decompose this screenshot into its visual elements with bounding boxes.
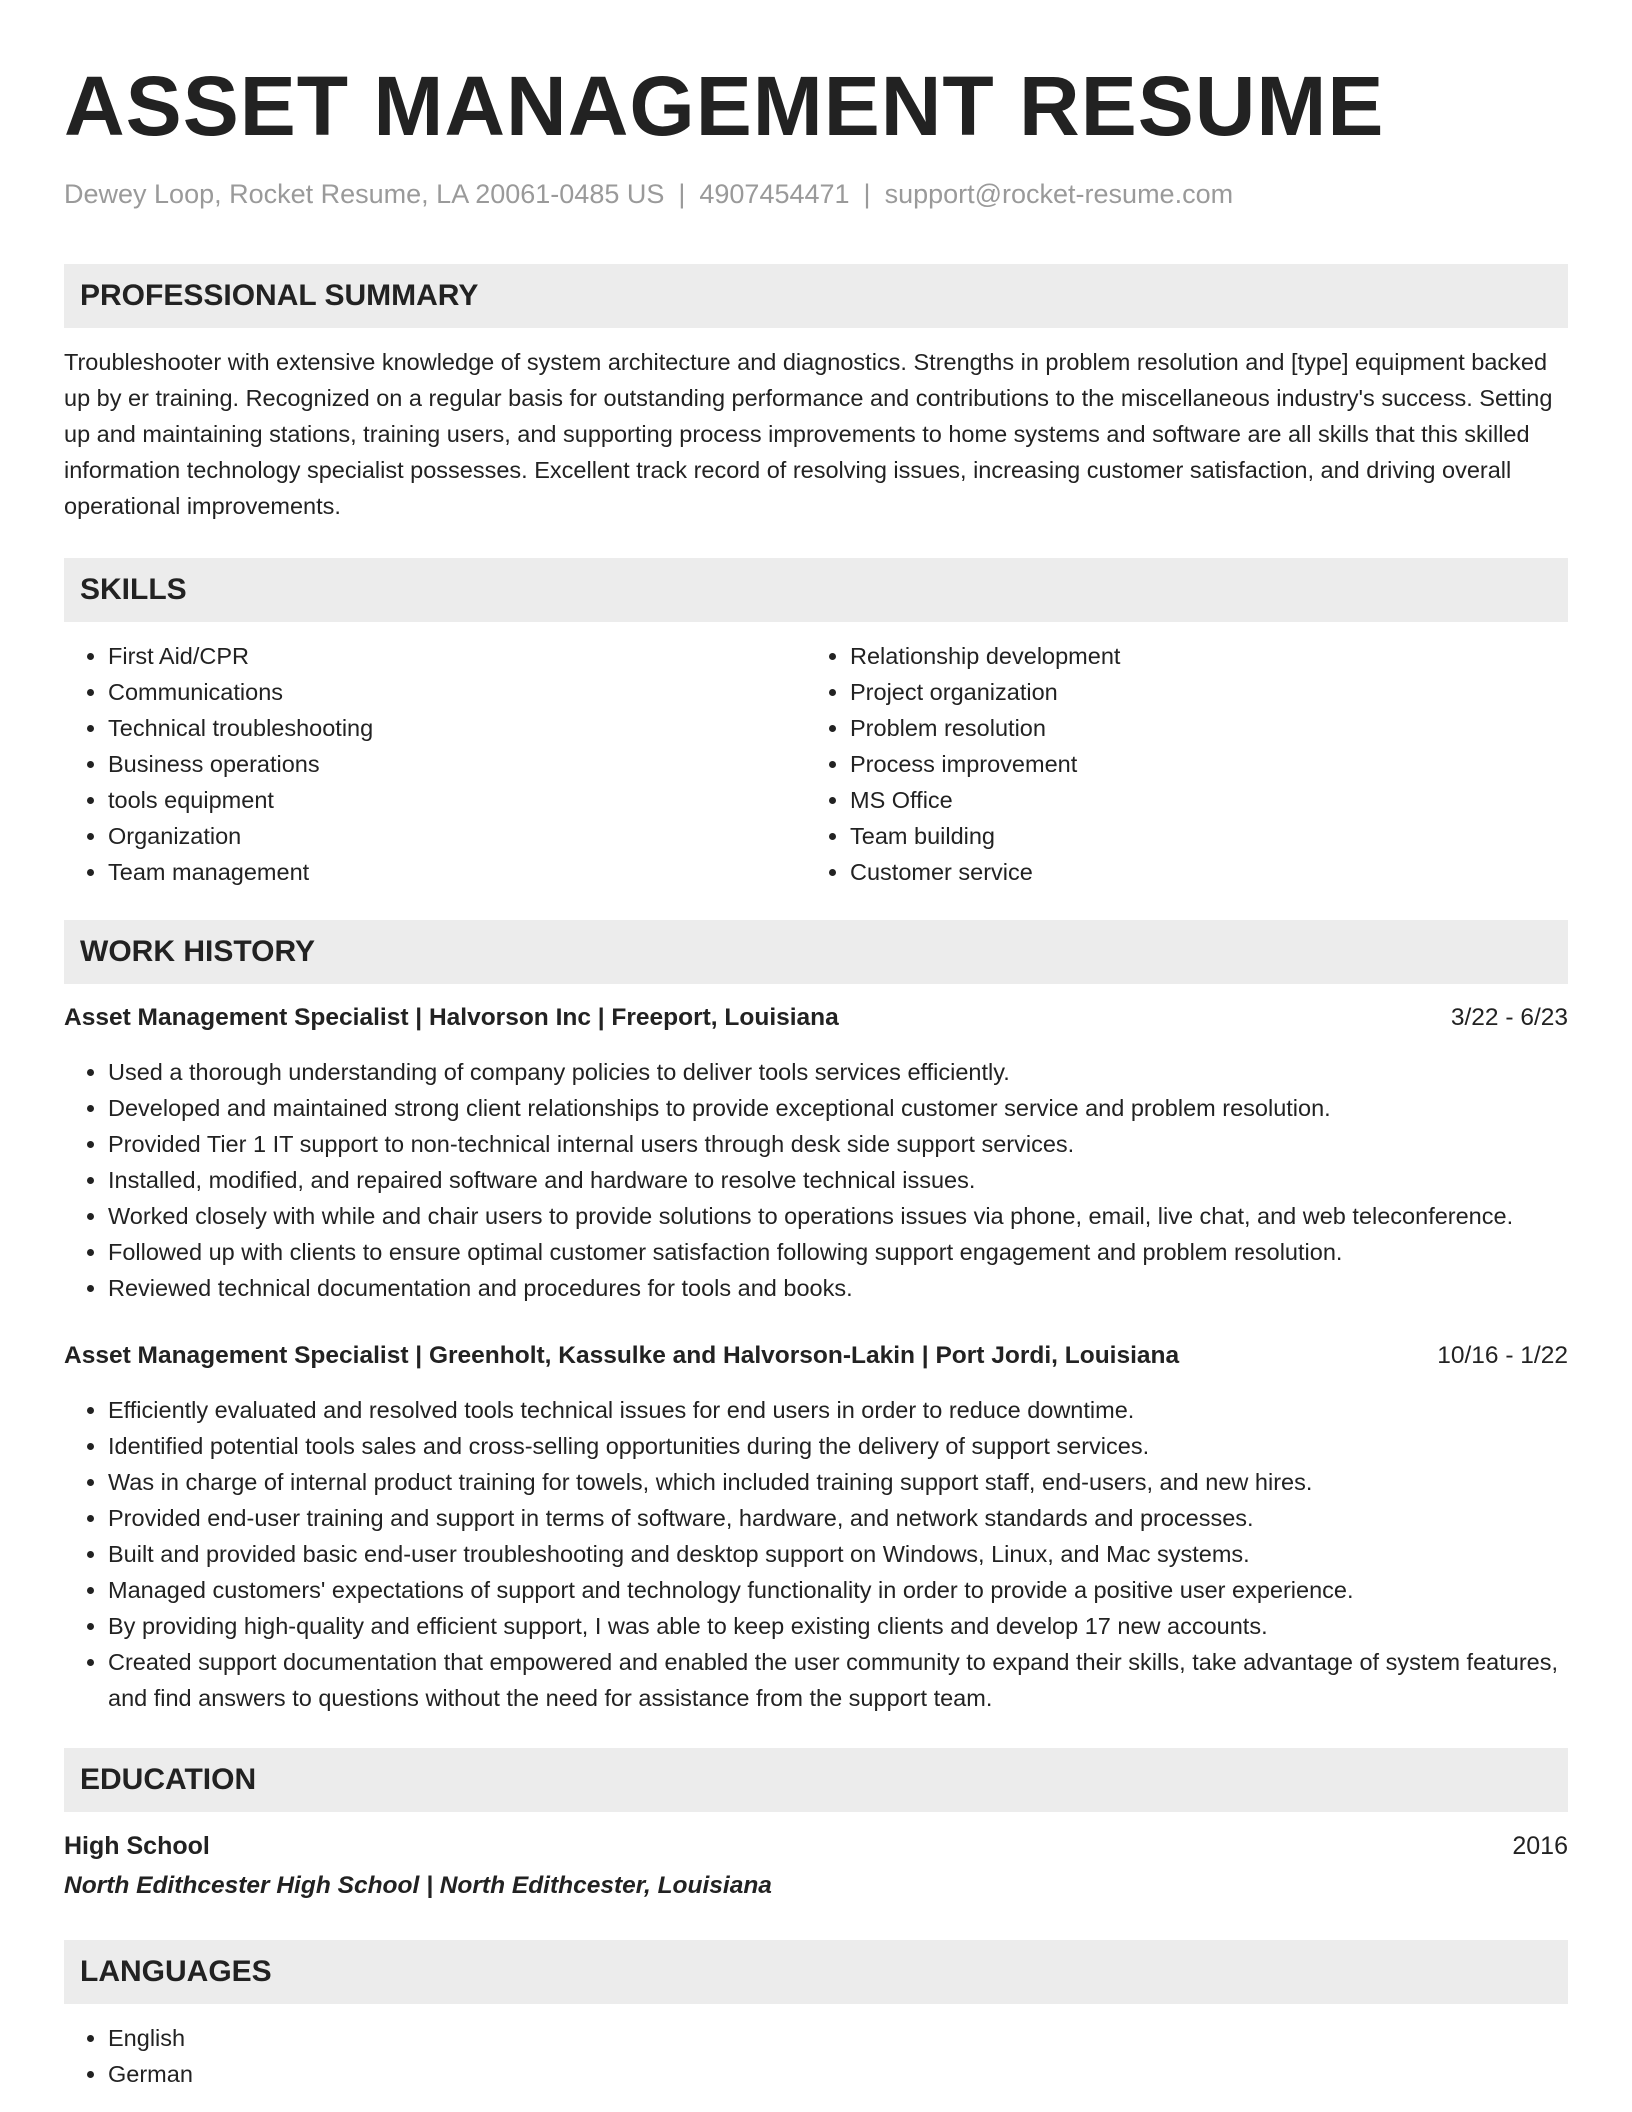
job-title: Asset Management Specialist | Halvorson Inc | Freeport, Louisiana [64,1004,839,1031]
job-bullet: • Developed and maintained strong client relationships to provide exceptional customer service and problem resolution. [108,1090,1568,1126]
job-bullet: • Built and provided basic end-user troubleshooting and desktop support on Windows, Linux, and Mac systems. [108,1536,1568,1572]
skill-item: • Customer service [850,854,1548,890]
job-bullet: • Installed, modified, and repaired software and hardware to resolve technical issues. [108,1162,1568,1198]
job-bullet: • Identified potential tools sales and cross-selling opportunities during the delivery of support services. [108,1428,1568,1464]
contact-separator: | [863,179,871,209]
education-degree: High School [64,1832,210,1860]
skills-grid [64,638,1568,890]
job-bullets [64,1392,1568,1716]
education-header [64,1828,1568,1864]
contact-address: Dewey Loop, Rocket Resume, LA 20061-0485 US [64,179,665,209]
resume-title: ASSET MANAGEMENT RESUME [64,59,1385,153]
language-item: • German [108,2056,1568,2092]
education-school: North Edithcester High School | North Edithcester, Louisiana [64,1872,772,1899]
section-heading-skills: SKILLS [64,558,1568,622]
job-bullet: • Provided end-user training and support in terms of software, hardware, and network standards and processes. [108,1500,1568,1536]
skill-item: • Project organization [850,674,1548,710]
skills-list-left [64,638,806,890]
job-dates: 10/16 - 1/22 [1437,1342,1568,1369]
skill-item: • Problem resolution [850,710,1548,746]
job-bullet: • Was in charge of internal product training for towels, which included training support staff, end-users, and new hires. [108,1464,1568,1500]
skill-item: • Communications [108,674,806,710]
skill-item: • Team management [108,854,806,890]
languages-list [64,2020,1568,2092]
skill-item: • Relationship development [850,638,1548,674]
job-bullet: • Followed up with clients to ensure optimal customer satisfaction following support engagement and problem resolution. [108,1234,1568,1270]
skill-item: • MS Office [850,782,1548,818]
job-bullet: • Used a thorough understanding of company policies to deliver tools services efficiently. [108,1054,1568,1090]
language-item: • English [108,2020,1568,2056]
skill-item: • Organization [108,818,806,854]
education-year: 2016 [1512,1832,1568,1860]
section-heading-summary: PROFESSIONAL SUMMARY [64,264,1568,328]
skill-item: • Technical troubleshooting [108,710,806,746]
job-bullets [64,1054,1568,1306]
contact-email: support@rocket-resume.com [884,179,1234,209]
skill-item: • Business operations [108,746,806,782]
summary-text: Troubleshooter with extensive knowledge of system architecture and diagnostics. Strengths in problem resolution and [type] equipment backed up by er training. Recognized on a regular basis for outstanding performance and contributions to the miscellaneous industry's success. Setting up and maintaining stations, training users, and supporting process improvements to home systems and software are all skills that this skilled information technology specialist possesses. Excellent track record of resolving issues, increasing customer satisfaction, and driving overall operational improvements. [64,349,1553,519]
job-bullet: • By providing high-quality and efficient support, I was able to keep existing clients and develop 17 new accounts. [108,1608,1568,1644]
job-dates: 3/22 - 6/23 [1450,1004,1568,1031]
skills-list-right [806,638,1548,890]
job-header [64,1338,1568,1374]
job-bullet: • Worked closely with while and chair users to provide solutions to operations issues via phone, email, live chat, and web teleconference. [108,1198,1568,1234]
skill-item: • First Aid/CPR [108,638,806,674]
job-title: Asset Management Specialist | Greenholt, Kassulke and Halvorson-Lakin | Port Jordi, Louisiana [64,1342,1180,1369]
section-heading-work-history: WORK HISTORY [64,920,1568,984]
skill-item: • Process improvement [850,746,1548,782]
skill-item: • tools equipment [108,782,806,818]
contact-line [64,176,1568,212]
contact-separator: | [678,179,686,209]
job-bullet: • Created support documentation that empowered and enabled the user community to expand their skills, take advantage of system features, and find answers to questions without the need for assistance from the support team. [108,1644,1568,1716]
job-bullet: • Efficiently evaluated and resolved tools technical issues for end users in order to reduce downtime. [108,1392,1568,1428]
contact-phone: 4907454471 [699,179,850,209]
job-bullet: • Reviewed technical documentation and procedures for tools and books. [108,1270,1568,1306]
job-bullet: • Provided Tier 1 IT support to non-technical internal users through desk side support services. [108,1126,1568,1162]
section-heading-education: EDUCATION [64,1748,1568,1812]
section-heading-languages: LANGUAGES [64,1940,1568,2004]
skill-item: • Team building [850,818,1548,854]
job-header [64,1000,1568,1036]
job-bullet: • Managed customers' expectations of support and technology functionality in order to provide a positive user experience. [108,1572,1568,1608]
